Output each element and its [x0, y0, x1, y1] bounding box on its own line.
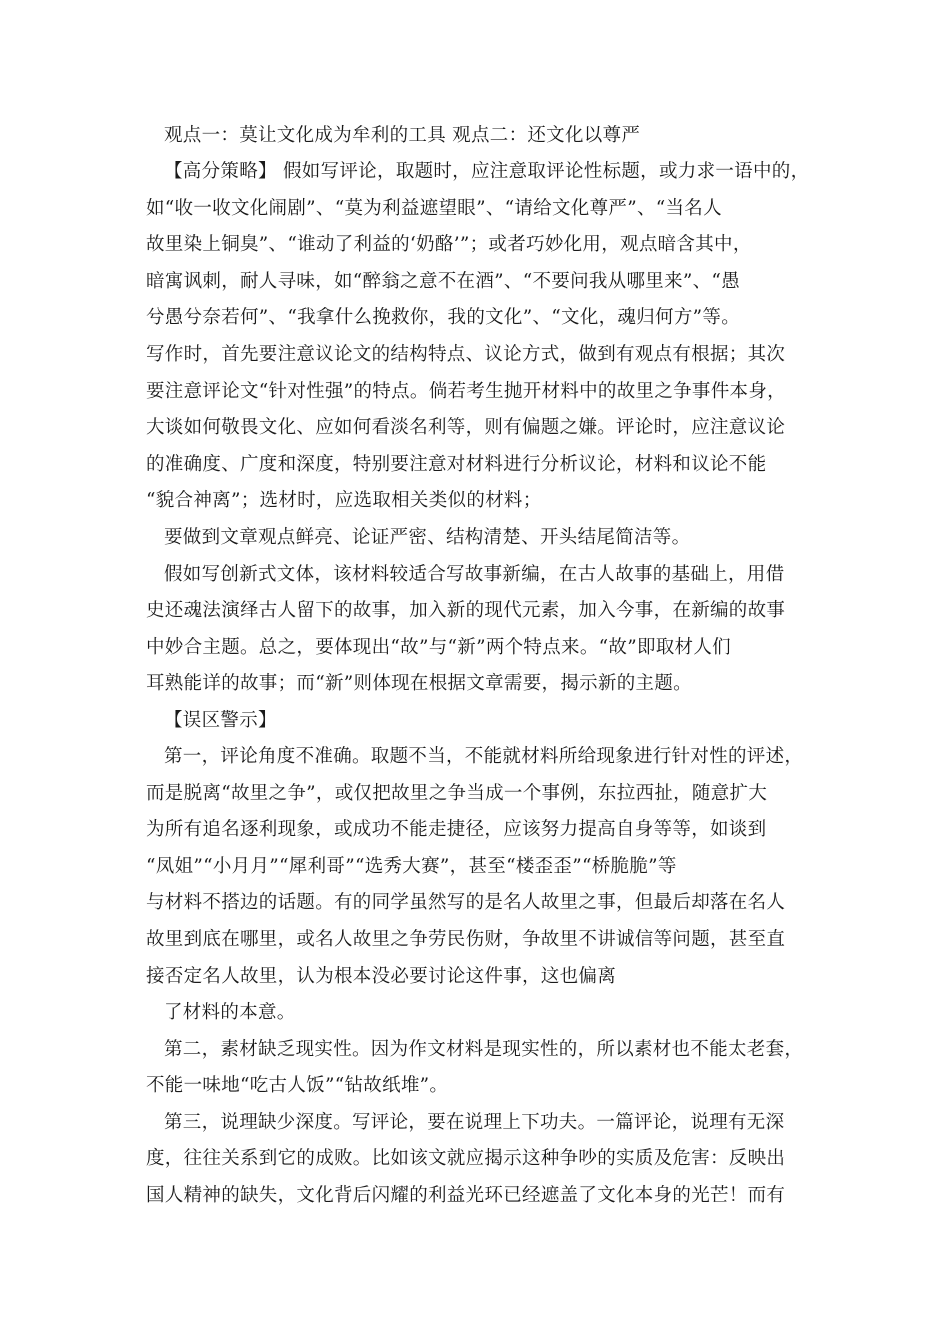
text-line: 国人精神的缺失，文化背后闪耀的利益光环已经遮盖了文化本身的光芒！而有 — [146, 1185, 786, 1206]
viewpoints-line: 观点一：莫让文化成为牟利的工具 观点二：还文化以尊严 — [164, 125, 641, 146]
text-line: “凤姐”“小月月”“犀利哥”“选秀大赛”，甚至“楼歪歪”“桥脆脆”等 — [146, 856, 677, 877]
text-line: 中妙合主题。总之，要体现出“故”与“新”两个特点来。“故”即取材人们 — [146, 637, 731, 658]
text-line: 为所有追名逐利现象，或成功不能走捷径，应该努力提高自身等等，如谈到 — [146, 819, 767, 840]
text-line: 与材料不搭边的话题。有的同学虽然写的是名人故里之事，但最后却落在名人 — [146, 892, 786, 913]
text-line: 第三，说理缺少深度。写评论，要在说理上下功夫。一篇评论，说理有无深 — [164, 1112, 785, 1133]
text-line: 接否定名人故里，认为根本没必要讨论这件事，这也偏离 — [146, 966, 617, 987]
text-line: 不能一味地“吃古人饭”“钻故纸堆”。 — [146, 1075, 449, 1096]
text-line: 暗寓讽刺，耐人寻味，如“醉翁之意不在酒”、“不要问我从哪里来”、“愚 — [146, 271, 740, 292]
text-line: 耳熟能详的故事；而“新”则体现在根据文章需要，揭示新的主题。 — [146, 673, 692, 694]
text-line: 故里到底在哪里，或名人故里之争劳民伤财，争故里不讲诚信等问题，甚至直 — [146, 929, 786, 950]
text-line: 兮愚兮奈若何”、“我拿什么挽救你，我的文化”、“文化，魂归何方”等。 — [146, 307, 740, 328]
text-line: 写作时，首先要注意议论文的结构特点、议论方式，做到有观点有根据；其次 — [146, 344, 786, 365]
text-line: 度，往往关系到它的成败。比如该文就应揭示这种争吵的实质及危害：反映出 — [146, 1148, 786, 1169]
text-line: 假如写创新式文体，该材料较适合写故事新编，在古人故事的基础上，用借 — [164, 564, 785, 585]
text-line: 要做到文章观点鲜亮、论证严密、结构清楚、开头结尾简洁等。 — [164, 527, 691, 548]
text-line: 而是脱离“故里之争”，或仅把故里之争当成一个事例，东拉西扯，随意扩大 — [146, 783, 768, 804]
text-line: 如“收一收文化闹剧”、“莫为利益遮望眼”、“请给文化尊严”、“当名人 — [146, 198, 722, 219]
text-line: 要注意评论文“针对性强”的特点。倘若考生抛开材料中的故里之争事件本身， — [146, 381, 786, 402]
text-line: “貌合神离”；选材时，应选取相关类似的材料； — [146, 490, 542, 511]
text-line: 了材料的本意。 — [164, 1002, 296, 1023]
text-line: 大谈如何敬畏文化、应如何看淡名利等，则有偏题之嫌。评论时，应注意议论 — [146, 417, 786, 438]
pitfalls-heading: 【误区警示】 — [164, 710, 277, 731]
text-line: 第一，评论角度不准确。取题不当，不能就材料所给现象进行针对性的评述， — [164, 746, 804, 767]
text-line: 第二，素材缺乏现实性。因为作文材料是现实性的，所以素材也不能太老套， — [164, 1039, 804, 1060]
strategy-heading-line: 【高分策略】 假如写评论，取题时，应注意取评论性标题，或力求一语中的， — [164, 161, 810, 182]
text-line: 史还魂法演绎古人留下的故事，加入新的现代元素，加入今事，在新编的故事 — [146, 600, 786, 621]
text-line: 故里染上铜臭”、“谁动了利益的‘奶酪’”；或者巧妙化用，观点暗含其中， — [146, 234, 752, 255]
text-line: 的准确度、广度和深度，特别要注意对材料进行分析议论，材料和议论不能 — [146, 454, 767, 475]
